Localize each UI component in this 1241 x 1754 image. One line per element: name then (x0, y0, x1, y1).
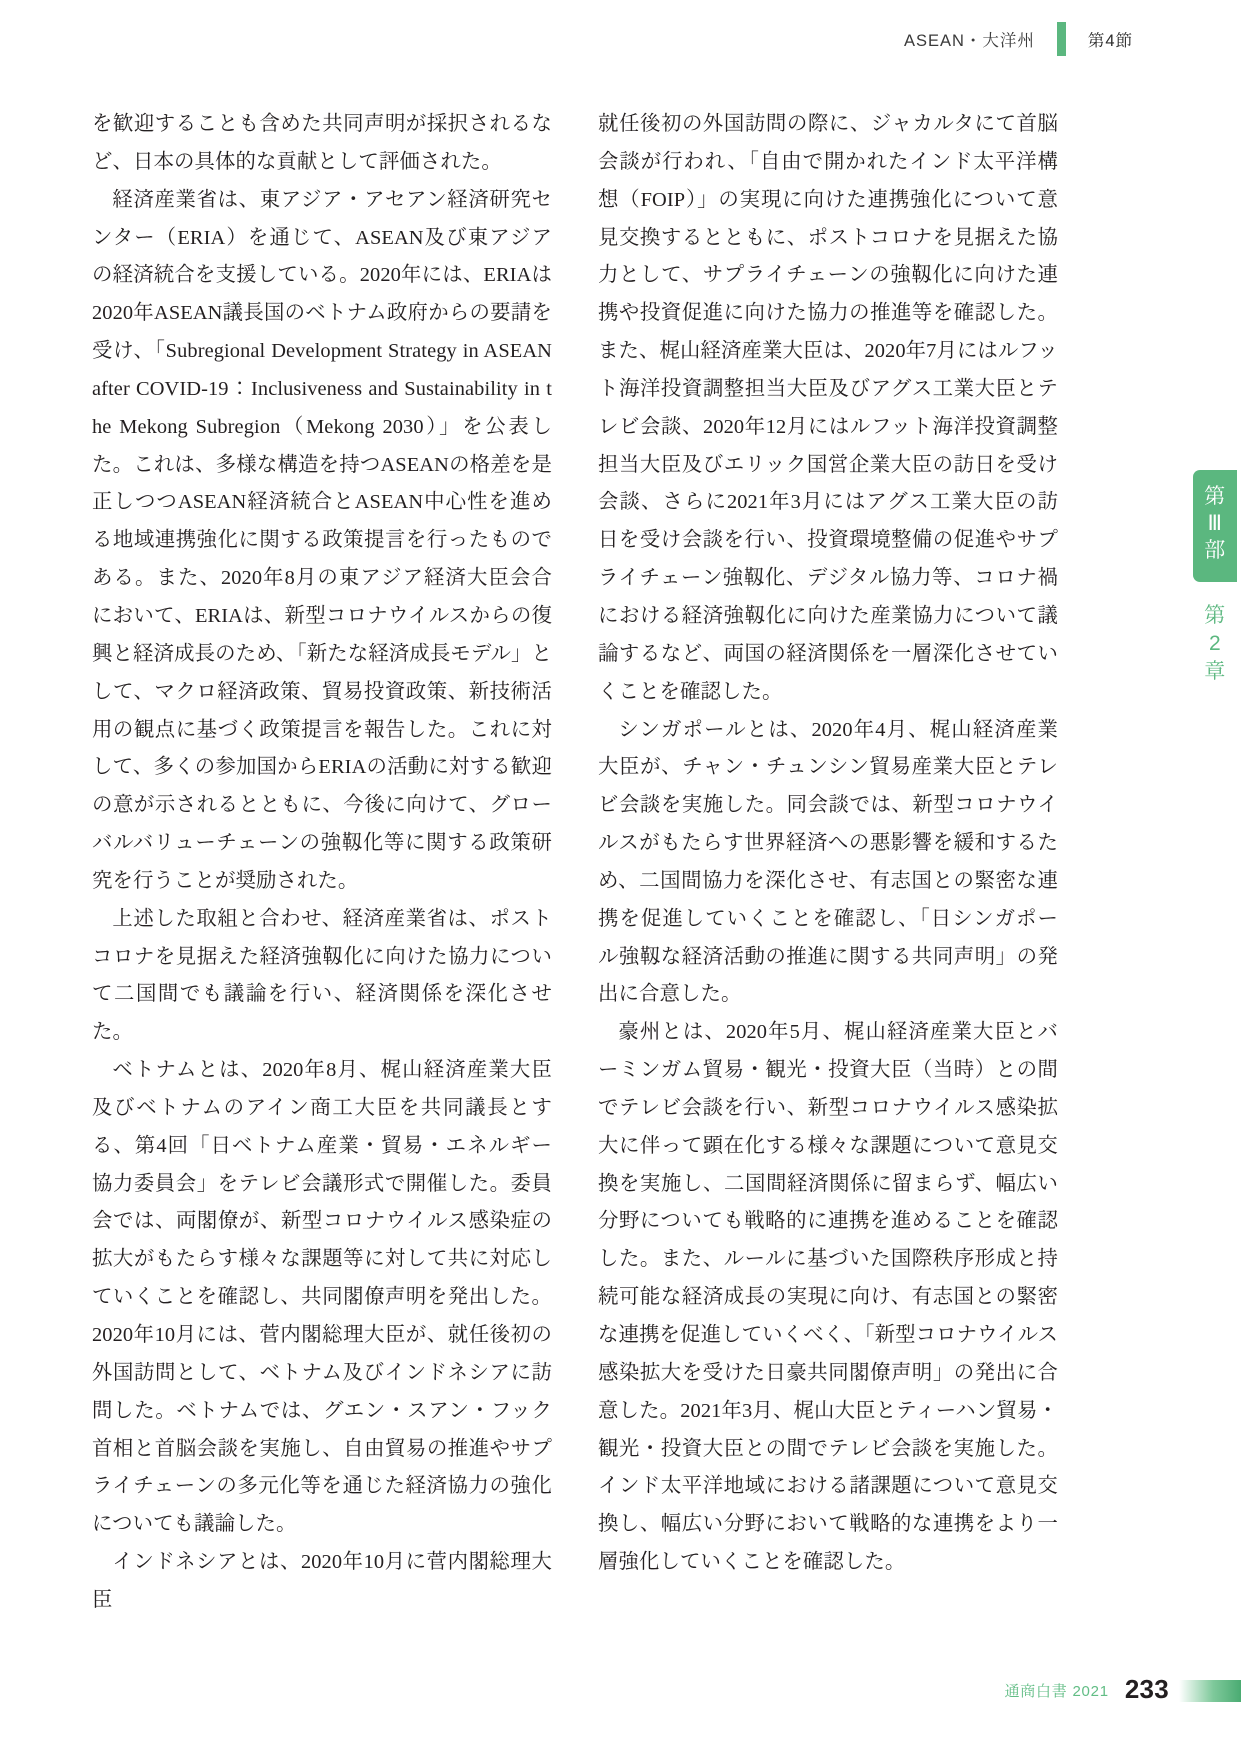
running-header (904, 22, 1133, 56)
left-column (92, 106, 552, 1620)
chapter-char: 第 (1204, 603, 1226, 627)
paragraph: 上述した取組と合わせ、経済産業省は、ポストコロナを見据えた経済強靱化に向けた協力について二国間でも議論を行い、経済関係を深化させた。 (92, 907, 552, 1044)
chapter-char: 2 (1208, 631, 1222, 655)
paragraph: シンガポールとは、2020年4月、梶山経済産業大臣が、チャン・チュンシン貿易産業大臣とテレビ会談を実施した。同会談では、新型コロナウイルスがもたらす世界経済への悪影響を緩和するため、二国間協力を深化させ、有志国との緊密な連携を促進していくことを確認し、「日シンガポール強靱な経済活動の推進に関する共同声明」の発出に合意した。 (598, 718, 1058, 1006)
paragraph: インドネシアとは、2020年10月に菅内閣総理大臣 (92, 1551, 552, 1611)
part-char: 部 (1204, 538, 1226, 562)
part-char: Ⅲ (1207, 511, 1223, 535)
part-badge (1193, 470, 1237, 582)
paragraph: 経済産業省は、東アジア・アセアン経済研究センター（ERIA）を通じて、ASEAN及び東アジアの経済統合を支援している。2020年には、ERIAは2020年ASEAN議長国のベトナム政府からの要請を受け、「Subregional Development Strategy in ASEAN after COVID-19：Inclusiveness and Sustainability in the Mekong Subregion（Mekong 2030）」を公表した。これは、多様な構造を持つASEANの格差を是正しつつASEAN経済統合とASEAN中心性を進める地域連携強化に関する政策提言を行ったものである。また、2020年8月の東アジア経済大臣会合において、ERIAは、新型コロナウイルスからの復興と経済成長のため、「新たな経済成長モデル」として、マクロ経済政策、貿易投資政策、新技術活用の観点に基づく政策提言を報告した。これに対して、多くの参加国からERIAの活動に対する歓迎の意が示されるとともに、今後に向けて、グローバルバリューチェーンの強靱化等に関する政策研究を行うことが奨励された。 (92, 188, 552, 892)
footer-accent-bar (1179, 1680, 1241, 1702)
page-number: 233 (1124, 1674, 1169, 1704)
chapter-badge (1193, 602, 1237, 686)
part-char: 第 (1204, 485, 1226, 508)
header-section-number: 第4節 (1087, 32, 1133, 50)
footer-title: 通商白書 2021 (1004, 1683, 1109, 1700)
chapter-char: 章 (1204, 659, 1226, 683)
right-column (598, 106, 1058, 1620)
paragraph: 就任後初の外国訪問の際に、ジャカルタにて首脳会談が行われ、「自由で開かれたインド太平洋構想（FOIP）」の実現に向けた連携強化について意見交換するとともに、ポストコロナを見据えた協力として、サプライチェーンの強靱化に向けた連携や投資促進に向けた協力の推進等を確認した。また、梶山経済産業大臣は、2020年7月にはルフット海洋投資調整担当大臣及びアグス工業大臣とテレビ会談、2020年12月にはルフット海洋投資調整担当大臣及びエリック国営企業大臣の訪日を受け会談、さらに2021年3月にはアグス工業大臣の訪日を受け会談を行い、投資環境整備の促進やサプライチェーン強靱化、デジタル協力等、コロナ禍における経済強靱化に向けた産業協力について議論するなど、両国の経済関係を一層深化させていくことを確認した。 (598, 113, 1058, 703)
header-section-name: ASEAN・大洋州 (903, 32, 1035, 50)
paragraph: を歓迎することも含めた共同声明が採択されるなど、日本の具体的な貢献として評価された。 (92, 113, 552, 173)
paragraph: 豪州とは、2020年5月、梶山経済産業大臣とバーミンガム貿易・観光・投資大臣（当時）との間でテレビ会談を行い、新型コロナウイルス感染拡大に伴って顕在化する様々な課題について意見交換を実施し、二国間経済関係に留まらず、幅広い分野についても戦略的に連携を進めることを確認した。また、ルールに基づいた国際秩序形成と持続可能な経済成長の実現に向け、有志国との緊密な連携を促進していくべく、「新型コロナウイルス感染拡大を受けた日豪共同閣僚声明」の発出に合意した。2021年3月、梶山大臣とティーハン貿易・観光・投資大臣との間でテレビ会談を実施した。インド太平洋地域における諸課題について意見交換し、幅広い分野において戦略的な連携をより一層強化していくことを確認した。 (598, 1021, 1059, 1574)
body-columns (92, 106, 1058, 1620)
header-accent-rule (1057, 22, 1066, 56)
edge-tab (1189, 470, 1241, 686)
paragraph: ベトナムとは、2020年8月、梶山経済産業大臣及びベトナムのアイン商工大臣を共同議長とする、第4回「日ベトナム産業・貿易・エネルギー協力委員会」をテレビ会議形式で開催した。委員会では、両閣僚が、新型コロナウイルス感染症の拡大がもたらす様々な課題等に対して共に対応していくことを確認し、共同閣僚声明を発出した。2020年10月には、菅内閣総理大臣が、就任後初の外国訪問として、ベトナム及びインドネシアに訪問した。ベトナムでは、グエン・スアン・フック首相と首脳会談を実施し、自由貿易の推進やサプライチェーンの多元化等を通じた経済協力の強化についても議論した。 (92, 1059, 552, 1536)
page-footer (1005, 1668, 1241, 1702)
